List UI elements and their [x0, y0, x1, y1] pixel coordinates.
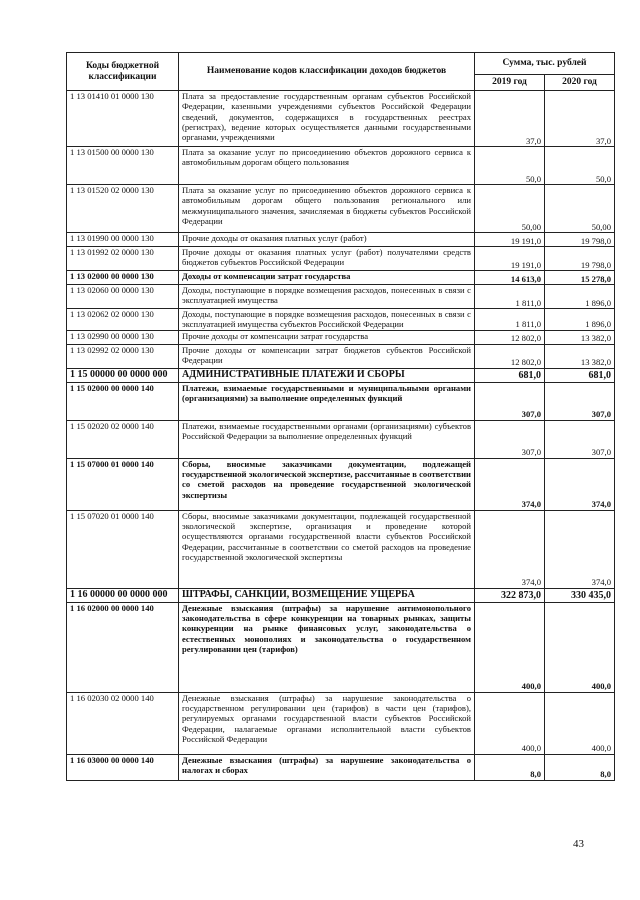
table-row: [67, 247, 615, 271]
row-code: 1 16 03000 00 0000 140: [67, 754, 179, 780]
row-value-2020: 13 382,0: [545, 344, 615, 368]
row-name: Платежи, взимаемые государственными органами (организациями) субъектов Российской Федерации за выполнение определенных функций: [179, 420, 475, 458]
row-value-2020: 374,0: [545, 510, 615, 588]
row-value-2020: 400,0: [545, 602, 615, 692]
row-code: 1 13 01992 02 0000 130: [67, 247, 179, 271]
table-row: [67, 588, 615, 602]
row-value-2020: 1 896,0: [545, 285, 615, 309]
row-name: Прочие доходы от оказания платных услуг (работ): [179, 233, 475, 247]
row-code: 1 16 02000 00 0000 140: [67, 602, 179, 692]
header-name: Наименование кодов классификации доходов бюджетов: [179, 53, 475, 91]
row-value-2019: 307,0: [475, 420, 545, 458]
row-code: 1 15 02000 00 0000 140: [67, 382, 179, 420]
row-value-2020: 8,0: [545, 754, 615, 780]
row-value-2019: 50,0: [475, 147, 545, 185]
row-code: 1 15 07020 01 0000 140: [67, 510, 179, 588]
row-code: 1 13 02062 02 0000 130: [67, 309, 179, 331]
row-value-2020: 307,0: [545, 420, 615, 458]
table-row: [67, 382, 615, 420]
row-name: ШТРАФЫ, САНКЦИИ, ВОЗМЕЩЕНИЕ УЩЕРБА: [179, 588, 475, 602]
row-value-2019: 50,00: [475, 185, 545, 233]
table-row: [67, 344, 615, 368]
row-name: Прочие доходы от компенсации затрат бюджетов субъектов Российской Федерации: [179, 344, 475, 368]
table-row: [67, 147, 615, 185]
row-value-2020: 50,00: [545, 185, 615, 233]
row-value-2020: 50,0: [545, 147, 615, 185]
table-row: [67, 330, 615, 344]
row-value-2020: 19 798,0: [545, 247, 615, 271]
row-name: Прочие доходы от оказания платных услуг (работ) получателями средств бюджетов субъектов Российской Федерации: [179, 247, 475, 271]
row-value-2020: 19 798,0: [545, 233, 615, 247]
row-value-2019: 19 191,0: [475, 247, 545, 271]
table-row: [67, 309, 615, 331]
row-value-2020: 374,0: [545, 458, 615, 510]
row-value-2019: 8,0: [475, 754, 545, 780]
row-value-2019: 374,0: [475, 510, 545, 588]
row-name: Платежи, взимаемые государственными и муниципальными органами (организациями) за выполнение определенных функций: [179, 382, 475, 420]
row-code: 1 13 02992 02 0000 130: [67, 344, 179, 368]
header-year-2020: 2020 год: [545, 75, 615, 91]
row-value-2020: 37,0: [545, 91, 615, 147]
row-value-2019: 681,0: [475, 368, 545, 382]
row-value-2019: 37,0: [475, 91, 545, 147]
row-code: 1 13 01410 01 0000 130: [67, 91, 179, 147]
row-name: Денежные взыскания (штрафы) за нарушение законодательства о государственном регулировании цен (тарифов) в части цен (тарифов), регулируемых органами государственной власти субъектов Российской Федерации, налагаемые органами исполнительной власти субъектов Российской Федерации: [179, 692, 475, 754]
row-name: Плата за оказание услуг по присоединению объектов дорожного сервиса к автомобильным дорогам общего пользования регионального или межмуниципального значения, зачисляемая в бюджеты субъектов Российской Федерации: [179, 185, 475, 233]
row-name: Плата за предоставление государственным органам субъектов Российской Федерации, казенными учреждениями субъектов Российской Федерации сведений, документов, содержащихся в государственных реестрах (регистрах), ведение которых осуществляется данными государственными органами, учреждениями: [179, 91, 475, 147]
row-code: 1 16 02030 02 0000 140: [67, 692, 179, 754]
row-value-2020: 1 896,0: [545, 309, 615, 331]
row-value-2019: 12 802,0: [475, 330, 545, 344]
table-row: [67, 458, 615, 510]
row-code: 1 13 02000 00 0000 130: [67, 271, 179, 285]
table-row: [67, 271, 615, 285]
income-table: [66, 52, 615, 781]
row-value-2019: 19 191,0: [475, 233, 545, 247]
row-value-2019: 400,0: [475, 602, 545, 692]
row-code: 1 15 00000 00 0000 000: [67, 368, 179, 382]
document-page: [66, 52, 614, 781]
row-code: 1 13 02990 00 0000 130: [67, 330, 179, 344]
header-sum: Сумма, тыс. рублей: [475, 53, 615, 75]
row-name: Прочие доходы от компенсации затрат государства: [179, 330, 475, 344]
row-code: 1 13 01500 00 0000 130: [67, 147, 179, 185]
row-value-2019: 374,0: [475, 458, 545, 510]
table-row: [67, 420, 615, 458]
row-value-2020: 13 382,0: [545, 330, 615, 344]
row-code: 1 16 00000 00 0000 000: [67, 588, 179, 602]
row-name: Плата за оказание услуг по присоединению объектов дорожного сервиса к автомобильным дорогам общего пользования: [179, 147, 475, 185]
row-name: Доходы, поступающие в порядке возмещения расходов, понесенных в связи с эксплуатацией имущества субъектов Российской Федерации: [179, 309, 475, 331]
row-value-2019: 1 811,0: [475, 309, 545, 331]
table-row: [67, 233, 615, 247]
table-row: [67, 285, 615, 309]
row-name: Доходы от компенсации затрат государства: [179, 271, 475, 285]
table-row: [67, 185, 615, 233]
table-row: [67, 692, 615, 754]
table-row: [67, 754, 615, 780]
row-value-2019: 14 613,0: [475, 271, 545, 285]
row-value-2020: 400,0: [545, 692, 615, 754]
row-value-2020: 681,0: [545, 368, 615, 382]
row-value-2019: 12 802,0: [475, 344, 545, 368]
row-name: Сборы, вносимые заказчиками документации, подлежащей государственной экологической экспертизе, организация и проведение которой осуществляются органами государственной власти субъектов Российской Федерации, рассчитанные в соответствии со сметой расходов на проведение государственной экологической экспертизы: [179, 510, 475, 588]
page-number: 43: [573, 838, 584, 850]
row-code: 1 15 07000 01 0000 140: [67, 458, 179, 510]
row-value-2020: 15 278,0: [545, 271, 615, 285]
row-value-2019: 322 873,0: [475, 588, 545, 602]
row-code: 1 13 01520 02 0000 130: [67, 185, 179, 233]
header-year-2019: 2019 год: [475, 75, 545, 91]
row-value-2019: 400,0: [475, 692, 545, 754]
table-row: [67, 91, 615, 147]
header-codes: Коды бюджетной классификации: [67, 53, 179, 91]
table-row: [67, 602, 615, 692]
row-value-2019: 307,0: [475, 382, 545, 420]
table-row: [67, 510, 615, 588]
row-value-2019: 1 811,0: [475, 285, 545, 309]
row-name: Сборы, вносимые заказчиками документации, подлежащей государственной экологической экспертизе, рассчитанные в соответствии со сметой расходов на проведение государственной экологической экспертизы: [179, 458, 475, 510]
row-name: Денежные взыскания (штрафы) за нарушение антимонопольного законодательства в сфере конкуренции на товарных рынках, защиты конкуренции на рынке финансовых услуг, законодательства о естественных монополиях и законодательства о государственном регулировании цен (тарифов): [179, 602, 475, 692]
row-code: 1 15 02020 02 0000 140: [67, 420, 179, 458]
table-row: [67, 368, 615, 382]
row-name: Доходы, поступающие в порядке возмещения расходов, понесенных в связи с эксплуатацией имущества: [179, 285, 475, 309]
row-value-2020: 330 435,0: [545, 588, 615, 602]
row-code: 1 13 01990 00 0000 130: [67, 233, 179, 247]
row-code: 1 13 02060 00 0000 130: [67, 285, 179, 309]
row-name: АДМИНИСТРАТИВНЫЕ ПЛАТЕЖИ И СБОРЫ: [179, 368, 475, 382]
row-name: Денежные взыскания (штрафы) за нарушение законодательства о налогах и сборах: [179, 754, 475, 780]
row-value-2020: 307,0: [545, 382, 615, 420]
